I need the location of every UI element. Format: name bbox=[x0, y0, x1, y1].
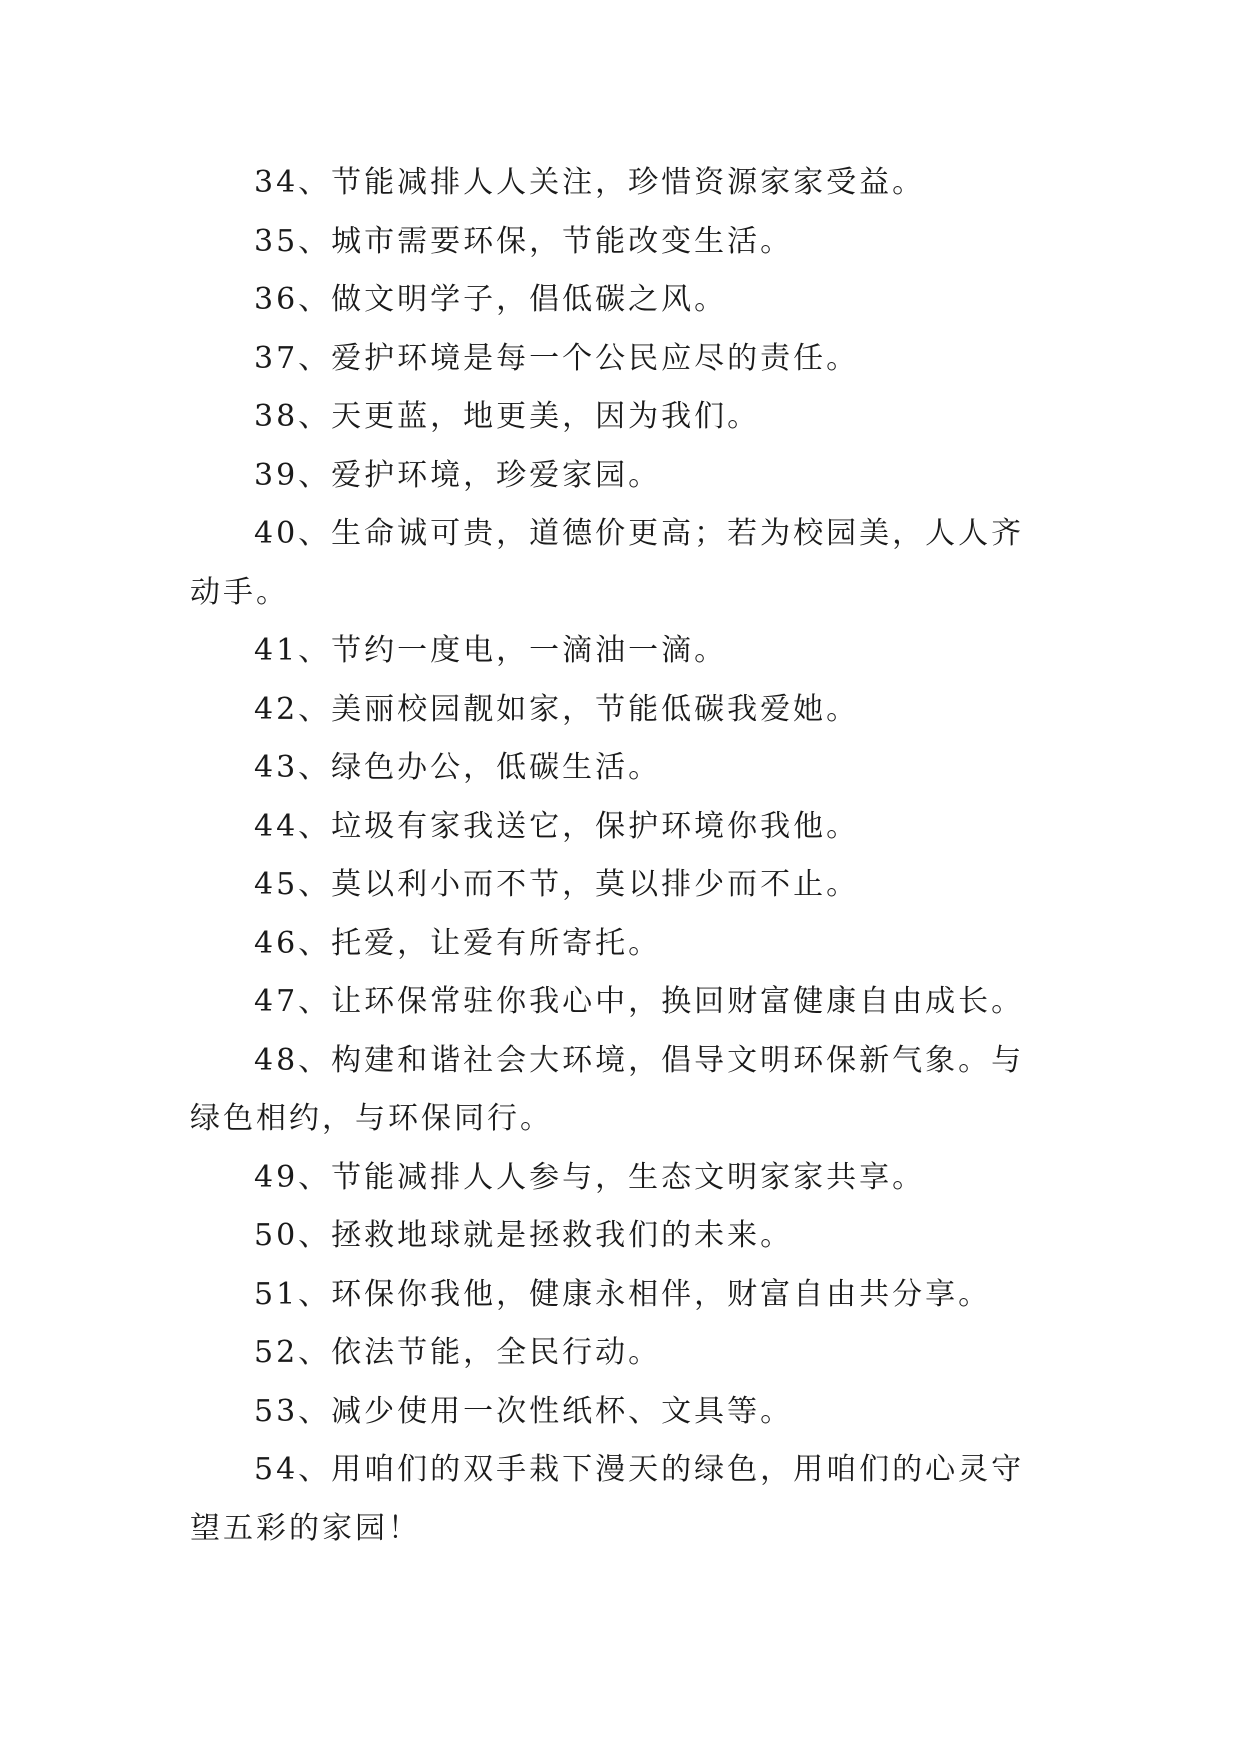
slogan-item: 50、拯救地球就是拯救我们的未来。 bbox=[254, 1218, 794, 1253]
slogan-item: 39、爱护环境，珍爱家园。 bbox=[254, 457, 662, 493]
slogan-item: 36、做文明学子，倡低碳之风。 bbox=[254, 282, 728, 317]
slogan-item: 52、依法节能，全民行动。 bbox=[254, 1335, 662, 1370]
slogan-item: 47、让环保常驻你我心中，换回财富健康自由成长。 bbox=[254, 984, 1025, 1019]
slogan-item: 35、城市需要环保，节能改变生活。 bbox=[254, 223, 794, 259]
slogan-item: 40、生命诚可贵，道德价更高；若为校园美，人人齐动手。 bbox=[190, 516, 1025, 610]
slogan-item: 43、绿色办公，低碳生活。 bbox=[254, 750, 662, 785]
slogan-item: 42、美丽校园靓如家，节能低碳我爱她。 bbox=[254, 691, 860, 727]
slogan-item: 53、减少使用一次性纸杯、文具等。 bbox=[254, 1393, 794, 1429]
slogan-item: 49、节能减排人人参与，生态文明家家共享。 bbox=[254, 1159, 926, 1195]
slogan-item: 37、爱护环境是每一个公民应尽的责任。 bbox=[254, 340, 860, 376]
slogan-item: 38、天更蓝，地更美，因为我们。 bbox=[254, 399, 761, 434]
slogan-item: 51、环保你我他，健康永相伴，财富自由共分享。 bbox=[254, 1276, 992, 1312]
slogan-item: 54、用咱们的双手栽下漫天的绿色，用咱们的心灵守望五彩的家园！ bbox=[190, 1452, 1025, 1546]
slogan-item: 48、构建和谐社会大环境，倡导文明环保新气象。与绿色相约，与环保同行。 bbox=[190, 1042, 1025, 1136]
slogan-item: 34、节能减排人人关注，珍惜资源家家受益。 bbox=[254, 165, 926, 200]
slogan-item: 41、节约一度电，一滴油一滴。 bbox=[254, 633, 728, 668]
slogan-list bbox=[190, 154, 1052, 1558]
slogan-item: 46、托爱，让爱有所寄托。 bbox=[254, 925, 662, 961]
slogan-item: 44、垃圾有家我送它，保护环境你我他。 bbox=[254, 808, 860, 844]
slogan-item: 45、莫以利小而不节，莫以排少而不止。 bbox=[254, 867, 860, 902]
